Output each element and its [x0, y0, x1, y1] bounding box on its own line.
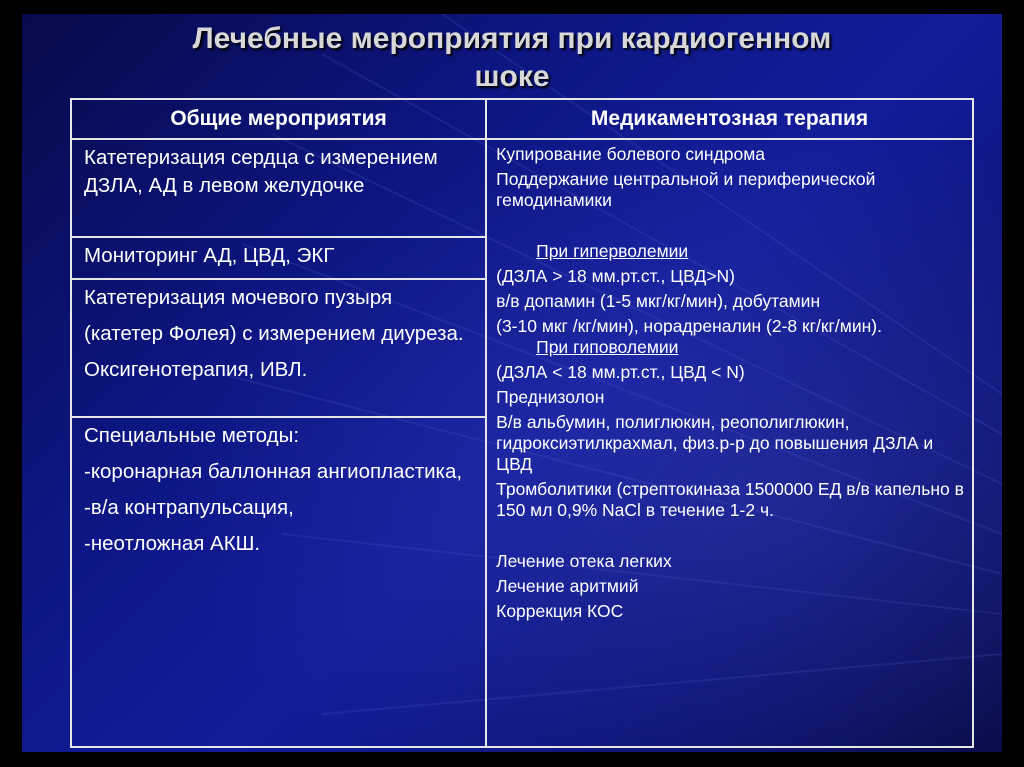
- cell-text: Катетеризация сердца с измерением ДЗЛА, АД в левом желудочке: [84, 146, 438, 197]
- cell-text: -неотложная АКШ.: [84, 532, 261, 555]
- cell-heart-catheterization: [71, 139, 486, 237]
- slide: [22, 14, 1002, 752]
- cell-text: Мониторинг АД, ЦВД, ЭКГ: [84, 244, 335, 267]
- cell-monitoring: [71, 237, 486, 279]
- prednisolone: Преднизолон: [496, 387, 605, 407]
- cell-text: Специальные методы:: [84, 424, 300, 447]
- arrhythmia-treatment: Лечение аритмий: [496, 576, 639, 596]
- thrombolytics: Тромболитики (стрептокиназа 1500000 ЕД в/в капельно в 150 мл 0,9% NaCl в течение 1-2 ч.: [496, 479, 964, 520]
- hypervolemia-title: При гиперволемии: [536, 241, 689, 261]
- drug-therapy-cell: [486, 139, 973, 747]
- cell-text: Катетеризация мочевого пузыря: [84, 286, 393, 309]
- pain-relief: Купирование болевого синдрома: [496, 144, 766, 164]
- hypervolemia-dopamine: в/в допамин (1-5 мкг/кг/мин), добутамин: [496, 291, 821, 311]
- hemodynamics-support: Поддержание центральной и периферической гемодинамики: [496, 169, 876, 210]
- slide-title-line2: шоке: [474, 60, 550, 93]
- cell-text: Оксигенотерапия, ИВЛ.: [84, 358, 308, 381]
- treatment-table: [70, 98, 974, 748]
- hypovolemia-title: При гиповолемии: [536, 337, 679, 357]
- cell-special-methods: [71, 417, 486, 747]
- pulmonary-edema: Лечение отека легких: [496, 551, 672, 571]
- hypervolemia-noradrenaline: (3-10 мкг /кг/мин), норадреналин (2-8 кг/кг/мин).: [496, 316, 882, 336]
- acid-base-correction: Коррекция КОС: [496, 601, 624, 621]
- cell-bladder-catheterization: [71, 279, 486, 417]
- header-general-measures: Общие мероприятия: [71, 99, 486, 139]
- table-header-row: [71, 99, 973, 139]
- slide-title-line1: Лечебные мероприятия при кардиогенном: [192, 22, 832, 55]
- hypervolemia-criteria: (ДЗЛА > 18 мм.рт.ст., ЦВД>N): [496, 266, 735, 286]
- cell-text: (катетер Фолея) с измерением диуреза.: [84, 322, 464, 345]
- cell-text: -коронарная баллонная ангиопластика,: [84, 460, 463, 483]
- header-drug-therapy: Медикаментозная терапия: [486, 99, 973, 139]
- slide-title: [22, 14, 1002, 100]
- cell-text: -в/а контрапульсация,: [84, 496, 294, 519]
- infusion-therapy: В/в альбумин, полиглюкин, реополиглюкин, гидроксиэтилкрахмал, физ.р-р до повышения ДЗЛА и ЦВД: [496, 412, 934, 474]
- hypovolemia-criteria: (ДЗЛА < 18 мм.рт.ст., ЦВД < N): [496, 362, 745, 382]
